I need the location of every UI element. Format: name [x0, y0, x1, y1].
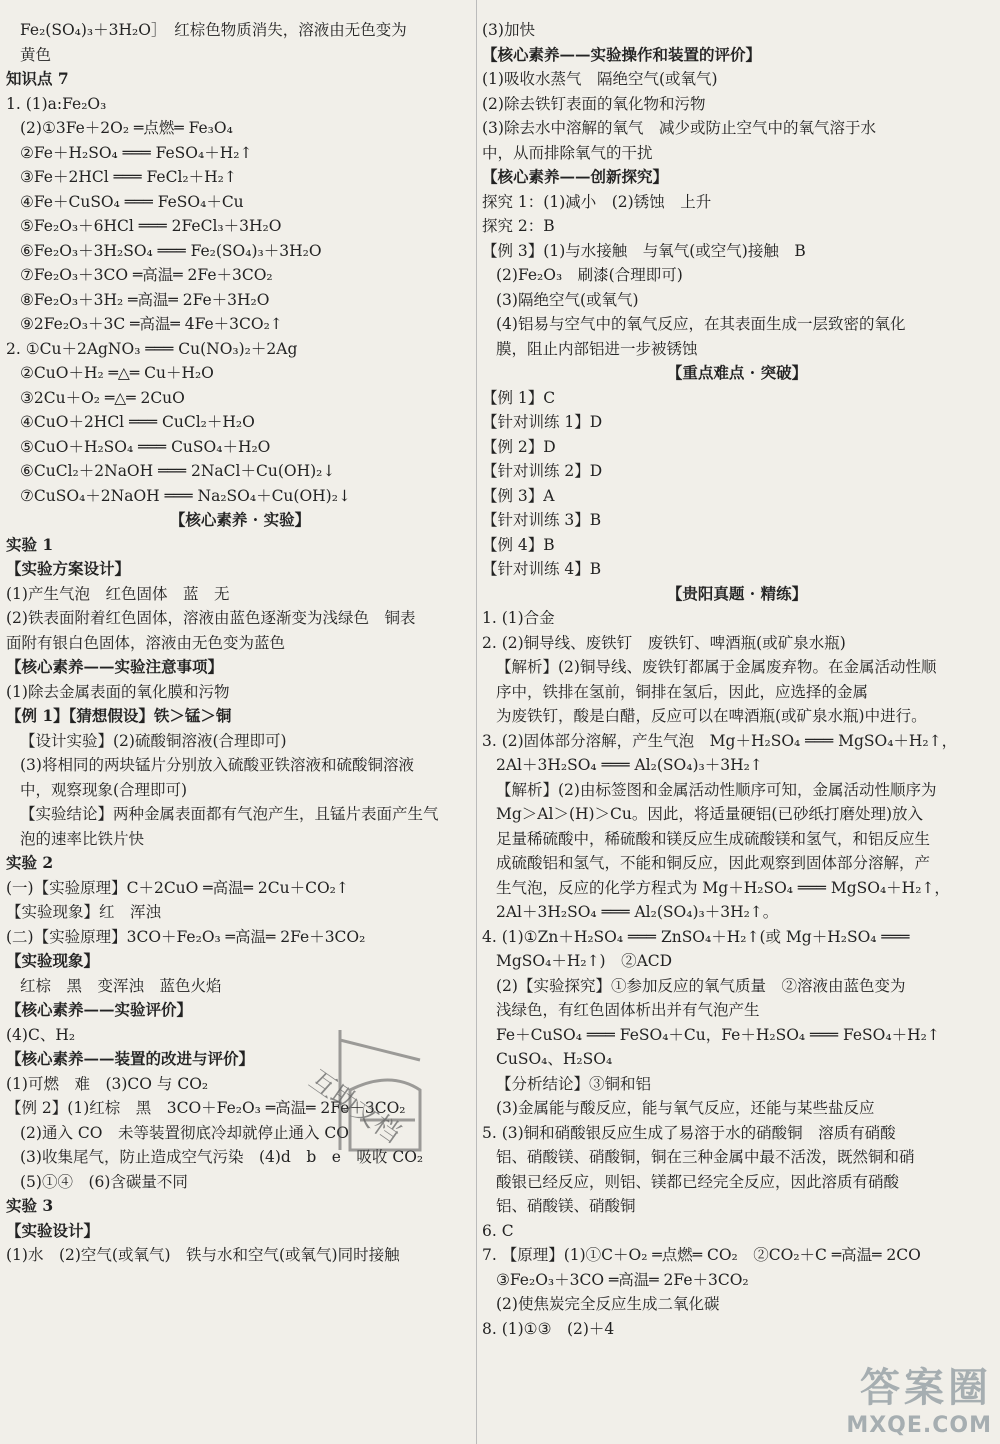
watermark	[846, 1356, 992, 1438]
left-line: 1. (1)a:Fe₂O₃	[6, 94, 107, 113]
left-line: 【核心素养 · 实验】	[169, 510, 311, 529]
right-line: 3. (2)固体部分溶解，产生气泡 Mg＋H₂SO₄ ═══ MgSO₄＋H₂↑，	[482, 731, 958, 750]
left-line: 实验 1	[6, 534, 54, 554]
left-line: 实验 2	[6, 853, 54, 872]
left-line: 知识点 7	[6, 69, 69, 88]
left-line: (2)通入 CO 未等装置彻底冷却就停止通入 CO	[20, 1123, 349, 1142]
right-line: 足量稀硫酸中，稀硫酸和镁反应生成硫酸镁和氢气，和铝反应生	[496, 829, 931, 848]
left-line: (一)【实验原理】C＋2CuO ═高温═ 2Cu＋CO₂↑	[6, 878, 349, 897]
right-line: 【核心素养——实验操作和装置的评价】	[482, 44, 762, 64]
right-line: (3)金属能与酸反应，能与氧气反应，还能与某些盐反应	[496, 1099, 875, 1117]
right-line: 浅绿色，有红色固体析出并有气泡产生	[496, 1001, 760, 1019]
right-line: 1. (1)合金	[482, 609, 555, 627]
right-line: 【针对训练 1】D	[482, 413, 603, 431]
left-line: ②Fe＋H₂SO₄ ═══ FeSO₄＋H₂↑	[20, 143, 253, 162]
left-line: 中，观察现象(合理即可)	[20, 780, 188, 799]
right-line: 6. C	[482, 1221, 514, 1240]
right-line: 中，从而排除氧气的干扰	[482, 143, 653, 162]
left-line: 【核心素养——实验注意事项】	[6, 657, 224, 676]
left-line: (2)铁表面附着红色固体，溶液由蓝色逐渐变为浅绿色 铜表	[6, 609, 416, 627]
right-line: 生气泡，反应的化学方程式为 Mg＋H₂SO₄ ═══ MgSO₄＋H₂↑，	[496, 878, 950, 897]
right-line: (4)铝易与空气中的氧气反应，在其表面生成一层致密的氧化	[496, 315, 906, 333]
left-line: 泡的速率比铁片快	[20, 829, 145, 848]
left-line: (5)①④ (6)含碳量不同	[20, 1172, 188, 1191]
left-line: ③2Cu＋O₂ ═△═ 2CuO	[20, 388, 185, 407]
right-line: 探究 1：(1)减小 (2)锈蚀 上升	[482, 192, 712, 211]
right-line: 为废铁钉，酸是白醋，反应可以在啤酒瓶(或矿泉水瓶)中进行。	[496, 707, 927, 725]
left-line: ⑤Fe₂O₃＋6HCl ═══ 2FeCl₃＋3H₂O	[20, 217, 282, 235]
left-line: (二)【实验原理】3CO＋Fe₂O₃ ═高温═ 2Fe＋3CO₂	[6, 927, 366, 946]
right-line: (3)加快	[482, 21, 535, 39]
right-line: 8. (1)①③ (2)＋4	[482, 1319, 615, 1338]
stamp-icon	[270, 1010, 470, 1210]
right-line: MgSO₄＋H₂↑) ②ACD	[496, 952, 673, 970]
watermark-line2: MXQE.COM	[846, 1413, 992, 1438]
right-line: 序中，铁排在氢前，铜排在氢后，因此，应选择的金属	[496, 682, 869, 701]
right-line: 成硫酸铝和氢气，不能和铜反应，因此观察到固体部分溶解，产	[496, 854, 931, 872]
right-line: 【重点难点 · 突破】	[666, 363, 808, 382]
right-line: 酸银已经反应，则铝、镁都已经完全反应，因此溶质有硝酸	[496, 1172, 900, 1191]
right-line: (3)隔绝空气(或氧气)	[496, 290, 639, 309]
right-line: (2)【实验探究】①参加反应的氧气质量 ②溶液由蓝色变为	[496, 976, 906, 995]
right-line: (3)除去水中溶解的氧气 减少或防止空气中的氧气溶于水	[482, 119, 876, 137]
left-line: (2)①3Fe＋2O₂ ═点燃═ Fe₃O₄	[20, 119, 233, 137]
right-line: 膜，阻止内部铝进一步被锈蚀	[496, 339, 698, 358]
right-line: 2Al＋3H₂SO₄ ═══ Al₂(SO₄)₃＋3H₂↑。	[496, 903, 779, 921]
left-line: ③Fe＋2HCl ═══ FeCl₂＋H₂↑	[20, 168, 237, 186]
right-line: 【例 3】(1)与水接触 与氧气(或空气)接触 B	[482, 241, 806, 260]
right-line: 探究 2：B	[482, 217, 555, 235]
watermark-line1: 答案圈	[860, 1365, 992, 1411]
left-line: 【实验设计】	[6, 1220, 100, 1240]
left-line: 【实验结论】两种金属表面都有气泡产生，且锰片表面产生气	[20, 805, 439, 823]
right-line: (2)除去铁钉表面的氧化物和污物	[482, 94, 706, 113]
left-line: 【实验方案设计】	[6, 559, 131, 578]
right-line: (2)Fe₂O₃ 刷漆(合理即可)	[496, 266, 683, 284]
right-line: 【例 3】A	[482, 486, 555, 505]
right-line: 【例 4】B	[482, 535, 555, 554]
left-line: ⑦Fe₂O₃＋3CO ═高温═ 2Fe＋3CO₂	[20, 266, 273, 284]
right-line: 7. 【原理】(1)①C＋O₂ ═点燃═ CO₂ ②CO₂＋C ═高温═ 2CO	[482, 1246, 921, 1264]
left-line: ⑦CuSO₄＋2NaOH ═══ Na₂SO₄＋Cu(OH)₂↓	[20, 486, 351, 505]
right-line: 5. (3)铜和硝酸银反应生成了易溶于水的硝酸铜 溶质有硝酸	[482, 1123, 896, 1142]
left-line: (1)可燃 难 (3)CO 与 CO₂	[6, 1074, 209, 1093]
left-line: Fe₂(SO₄)₃＋3H₂O］ 红棕色物质消失，溶液由无色变为	[20, 21, 407, 39]
left-line: ⑨2Fe₂O₃＋3C ═高温═ 4Fe＋3CO₂↑	[20, 315, 283, 333]
column-divider	[476, 0, 477, 1444]
right-line: 【例 1】C	[482, 388, 556, 407]
left-line: (1)水 (2)空气(或氧气) 铁与水和空气(或氧气)同时接触	[6, 1246, 400, 1264]
left-line: ⑥Fe₂O₃＋3H₂SO₄ ═══ Fe₂(SO₄)₃＋3H₂O	[20, 241, 322, 260]
right-line: CuSO₄、H₂SO₄	[496, 1050, 613, 1068]
stamp-text: 互助文档	[303, 1064, 406, 1150]
right-line: (1)吸收水蒸气 隔绝空气(或氧气)	[482, 70, 718, 88]
right-line: 【贵阳真题 · 精练】	[666, 583, 808, 603]
right-line: 【解析】(2)由标签图和金属活动性顺序可知，金属活动性顺序为	[496, 780, 937, 799]
left-line: 2. ①Cu＋2AgNO₃ ═══ Cu(NO₃)₂＋2Ag	[6, 339, 298, 358]
right-column	[482, 18, 992, 1341]
left-line: 【实验现象】	[6, 951, 100, 970]
left-line: 【核心素养——实验评价】	[6, 1000, 193, 1019]
left-line: (4)C、H₂	[6, 1025, 76, 1044]
right-line: 4. (1)①Zn＋H₂SO₄ ═══ ZnSO₄＋H₂↑(或 Mg＋H₂SO₄ ═══	[482, 927, 910, 946]
right-line: Mg＞Al＞(H)＞Cu。因此，将适量硬铝(已砂纸打磨处理)放入	[496, 805, 923, 823]
left-line: 【设计实验】(2)硫酸铜溶液(合理即可)	[20, 731, 287, 750]
right-line: 【例 2】D	[482, 437, 556, 456]
right-line: 铝、硝酸镁、硝酸铜，铜在三种金属中最不活泼，既然铜和硝	[496, 1148, 915, 1166]
left-line: ⑧Fe₂O₃＋3H₂ ═高温═ 2Fe＋3H₂O	[20, 290, 270, 309]
right-line: 2Al＋3H₂SO₄ ═══ Al₂(SO₄)₃＋3H₂↑	[496, 756, 763, 774]
right-line: (2)使焦炭完全反应生成二氧化碳	[496, 1295, 720, 1313]
right-line: 【针对训练 2】D	[482, 462, 603, 480]
left-line: ⑥CuCl₂＋2NaOH ═══ 2NaCl＋Cu(OH)₂↓	[20, 462, 336, 480]
left-line: (1)除去金属表面的氧化膜和污物	[6, 682, 230, 701]
left-line: 【例 1】【猜想假设】铁＞锰＞铜	[6, 706, 232, 725]
left-line: (1)产生气泡 红色固体 蓝 无	[6, 584, 230, 603]
left-line: ④Fe＋CuSO₄ ═══ FeSO₄＋Cu	[20, 192, 244, 211]
right-line: 2. (2)铜导线、废铁钉 废铁钉、啤酒瓶(或矿泉水瓶)	[482, 633, 846, 652]
right-line: ③Fe₂O₃＋3CO ═高温═ 2Fe＋3CO₂	[496, 1270, 749, 1289]
left-line: ②CuO＋H₂ ═△═ Cu＋H₂O	[20, 364, 214, 382]
right-line: 【分析结论】③铜和铝	[496, 1074, 652, 1093]
left-line: ⑤CuO＋H₂SO₄ ═══ CuSO₄＋H₂O	[20, 437, 271, 456]
left-line: 【核心素养——装置的改进与评价】	[6, 1049, 255, 1068]
left-line: ④CuO＋2HCl ═══ CuCl₂＋H₂O	[20, 413, 255, 431]
left-line: 面附有银白色固体，溶液由无色变为蓝色	[6, 633, 286, 652]
left-line: 红棕 黑 变浑浊 蓝色火焰	[20, 976, 222, 995]
right-line: 【核心素养——创新探究】	[482, 167, 669, 186]
left-line: (3)收集尾气，防止造成空气污染 (4)d b e 吸收 CO₂	[20, 1148, 424, 1166]
right-line: 【针对训练 3】B	[482, 511, 602, 529]
right-line: 【针对训练 4】B	[482, 560, 602, 578]
left-line: 【实验现象】红 浑浊	[6, 903, 162, 921]
left-line: 黄色	[20, 45, 52, 64]
right-line: Fe＋CuSO₄ ═══ FeSO₄＋Cu，Fe＋H₂SO₄ ═══ FeSO₄＋H₂↑	[496, 1025, 940, 1044]
right-line: 铝、硝酸镁、硝酸铜	[496, 1197, 636, 1215]
left-line: 【例 2】(1)红棕 黑 3CO＋Fe₂O₃ ═高温═ 2Fe＋3CO₂	[6, 1099, 406, 1117]
left-line: 实验 3	[6, 1196, 54, 1215]
right-line: 【解析】(2)铜导线、废铁钉都属于金属废弃物。在金属活动性顺	[496, 658, 937, 676]
left-line: (3)将相同的两块锰片分别放入硫酸亚铁溶液和硫酸铜溶液	[20, 756, 414, 774]
